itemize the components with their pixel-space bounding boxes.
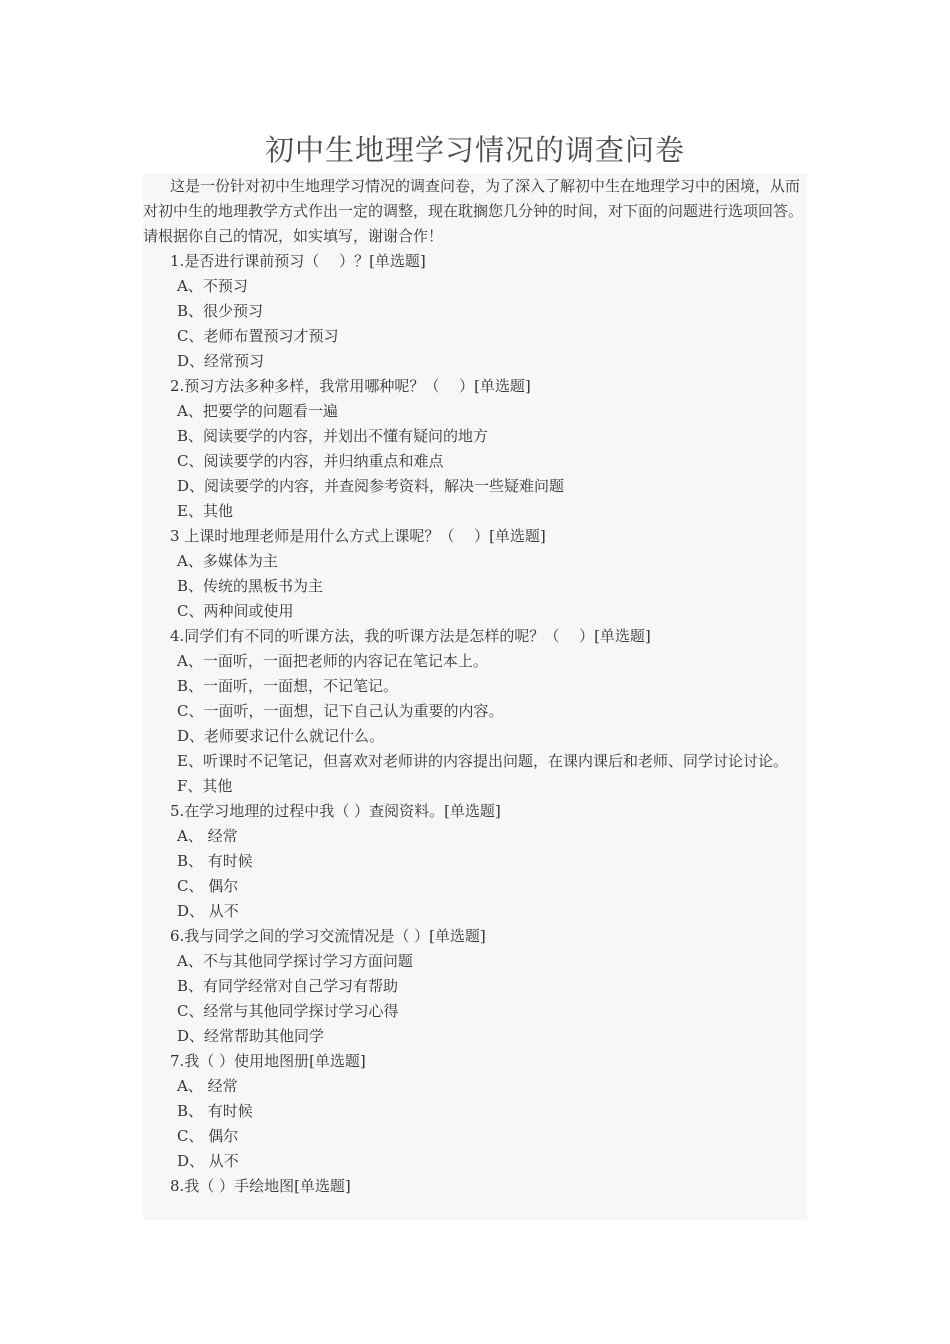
question-2: 2.预习方法多种多样，我常用哪种呢？（ ）[单选题] [170,377,531,395]
option-2d: D、阅读要学的内容，并查阅参考资料，解决一些疑难问题 [177,477,565,495]
option-5a: A、 经常 [177,827,238,845]
option-2a: A、把要学的问题看一遍 [177,402,338,420]
option-4d: D、老师要求记什么就记什么。 [177,727,385,745]
survey-content [143,173,807,1220]
option-3c: C、两种间或使用 [177,602,294,620]
question-7: 7.我（ ）使用地图册[单选题] [170,1052,366,1070]
option-1b: B、很少预习 [177,302,264,320]
question-4: 4.同学们有不同的听课方法，我的听课方法是怎样的呢？（ ）[单选题] [170,627,651,645]
option-5d: D、 从不 [177,902,239,920]
option-4a: A、一面听，一面把老师的内容记在笔记本上。 [177,652,488,670]
option-4f: F、其他 [177,777,233,795]
option-5b: B、 有时候 [177,852,253,870]
option-7a: A、 经常 [177,1077,238,1095]
option-2b: B、阅读要学的内容，并划出不懂有疑问的地方 [177,427,489,445]
option-7d: D、 从不 [177,1152,239,1170]
intro-paragraph: 这是一份针对初中生地理学习情况的调查问卷，为了深入了解初中生在地理学习中的困境，从而对初中生的地理教学方式作出一定的调整，现在耽搁您几分钟的时间，对下面的问题进行选项回答。请根据你自己的情况，如实填写，谢谢合作！ [143,177,804,245]
option-6c: C、经常与其他同学探讨学习心得 [177,1002,399,1020]
option-3b: B、传统的黑板书为主 [177,577,324,595]
document-title: 初中生地理学习情况的调查问卷 [264,133,685,167]
option-3a: A、多媒体为主 [177,552,278,570]
option-7b: B、 有时候 [177,1102,253,1120]
option-6a: A、不与其他同学探讨学习方面问题 [177,952,413,970]
option-4b: B、一面听，一面想，不记笔记。 [177,677,399,695]
option-7c: C、 偶尔 [177,1127,239,1145]
option-6d: D、经常帮助其他同学 [177,1027,325,1045]
option-1a: A、不预习 [177,277,248,295]
option-2c: C、阅读要学的内容，并归纳重点和难点 [177,452,444,470]
option-6b: B、有同学经常对自己学习有帮助 [177,977,399,995]
option-4c: C、一面听，一面想，记下自己认为重要的内容。 [177,702,504,720]
option-4e: E、听课时不记笔记，但喜欢对老师讲的内容提出问题，在课内课后和老师、同学讨论讨论。 [177,752,788,770]
option-1c: C、老师布置预习才预习 [177,327,339,345]
option-5c: C、 偶尔 [177,877,239,895]
option-1d: D、经常预习 [177,352,265,370]
question-6: 6.我与同学之间的学习交流情况是（ ）[单选题] [170,927,486,945]
question-8: 8.我（ ）手绘地图[单选题] [170,1177,351,1195]
question-5: 5.在学习地理的过程中我（ ）查阅资料。[单选题] [170,802,501,820]
question-1: 1.是否进行课前预习（ ）？[单选题] [170,252,426,270]
option-2e: E、其他 [177,502,233,520]
question-3: 3 上课时地理老师是用什么方式上课呢？（ ）[单选题] [170,527,546,545]
